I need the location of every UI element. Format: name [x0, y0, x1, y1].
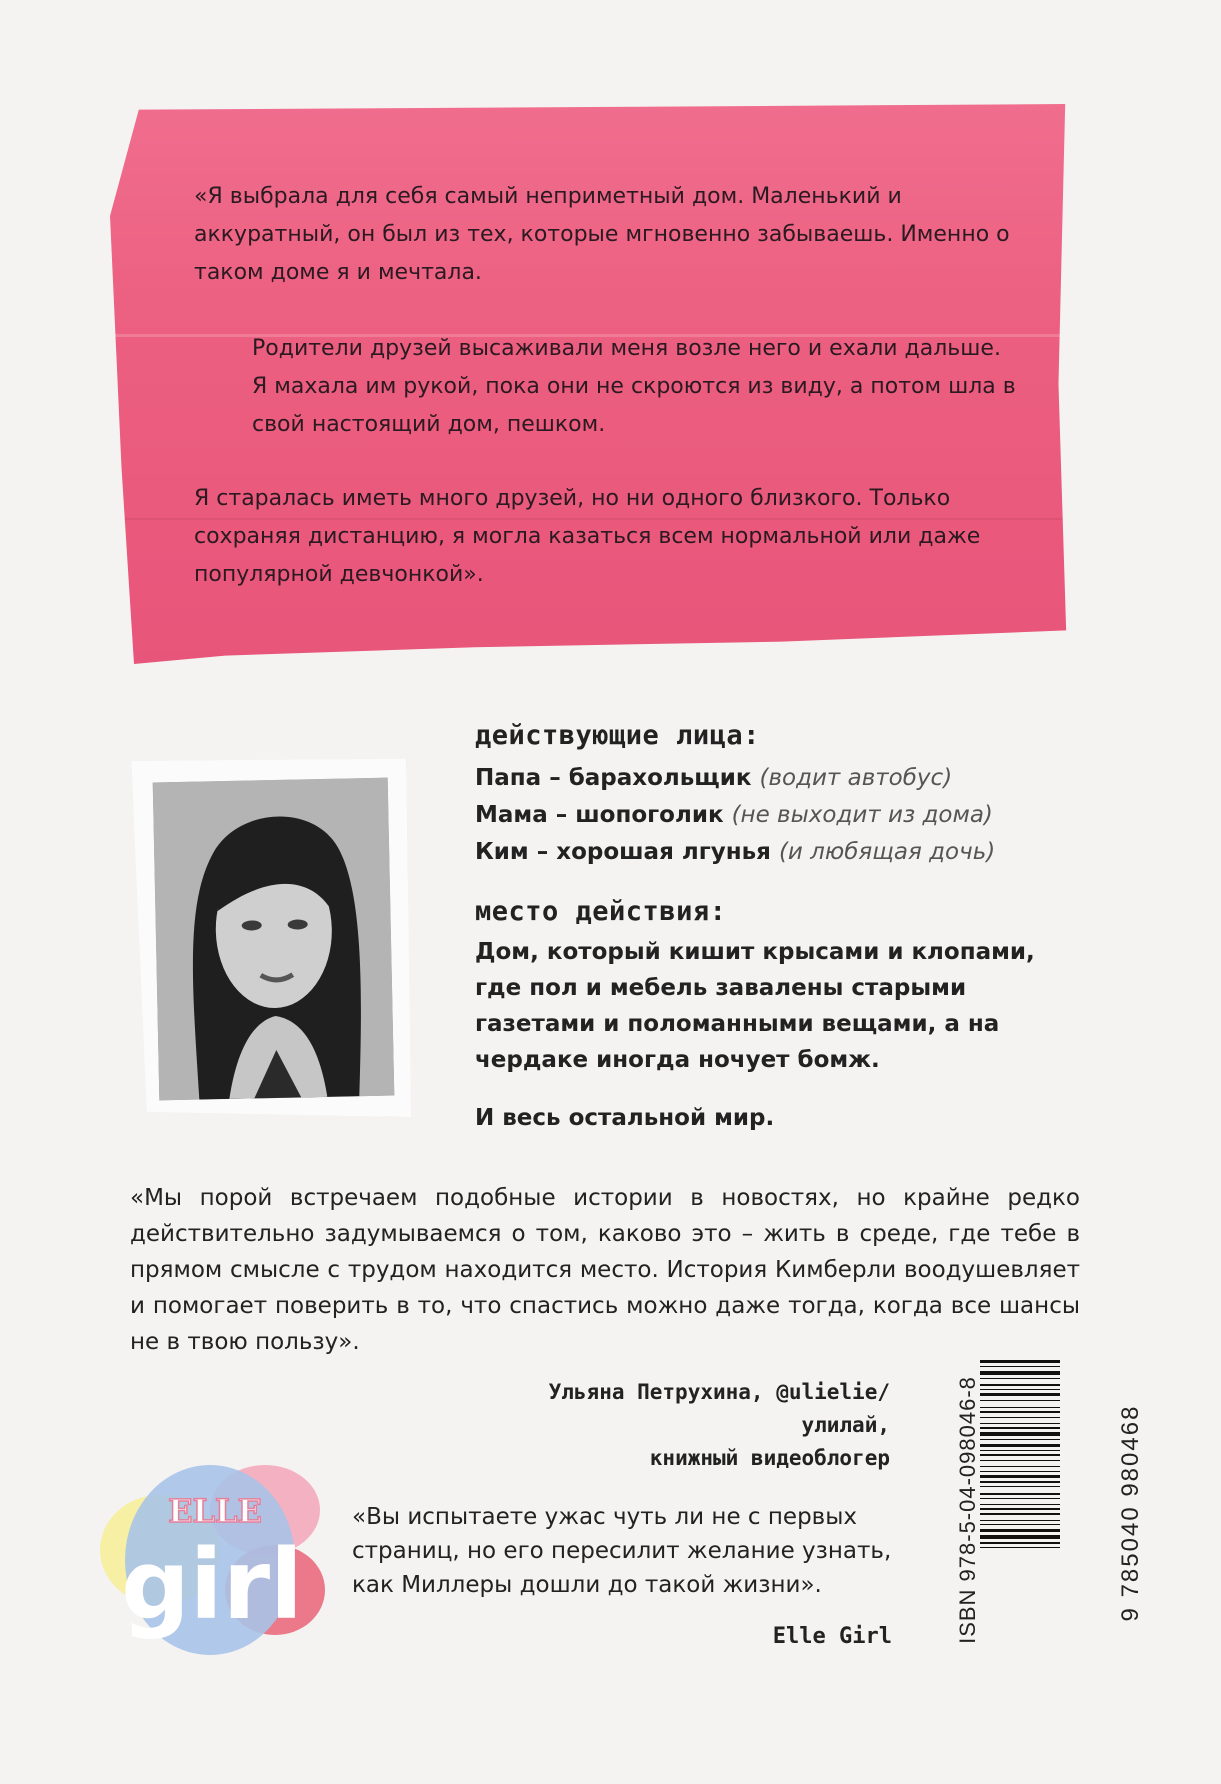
barcode-bar — [980, 1466, 1060, 1467]
barcode-bar — [980, 1411, 1060, 1413]
barcode-bar — [980, 1481, 1060, 1483]
barcode-bar — [980, 1378, 1060, 1379]
cast-heading: действующие лица: — [475, 720, 760, 751]
attribution-role: книжный видеоблогер — [649, 1446, 890, 1470]
elle-girl-logo — [100, 1440, 330, 1670]
blogger-attribution — [520, 1376, 890, 1475]
logo-text-girl: girl — [121, 1529, 303, 1641]
logo-text-elle: ELLE — [168, 1492, 262, 1530]
cast-item-dad — [475, 760, 952, 796]
cast-note: (не выходит из дома) — [731, 802, 993, 828]
cast-item-kim — [475, 834, 995, 870]
barcode-digits: 9 785040 980468 — [1117, 1404, 1144, 1622]
elle-girl-quote: «Вы испытаете ужас чуть ли не с первых страниц, но его пересилит желание узнать, как Миллеры дошли до такой жизни». — [352, 1504, 892, 1598]
setting-text: Дом, который кишит крысами и клопами, где пол и мебель завалены старыми газетами и поломанными вещами, а на чердаке иногда ночует бомж. — [475, 939, 1035, 1073]
portrait-photo — [153, 778, 395, 1101]
barcode-bar — [980, 1504, 1060, 1505]
cast-role: Мама – шопоголик — [475, 802, 724, 828]
barcode-bar — [980, 1444, 1060, 1447]
cast-item-mom — [475, 797, 993, 833]
barcode-bar — [980, 1360, 1060, 1363]
note-paragraph-2: Родители друзей высаживали меня возле него и ехали дальше. Я махала им рукой, пока они не скроются из виду, а потом шла в свой настоящий дом, пешком. — [252, 336, 1016, 437]
barcode-bar — [980, 1547, 1060, 1548]
barcode-bar — [980, 1427, 1060, 1429]
cast-note: (и любящая дочь) — [778, 839, 996, 865]
barcode-bar — [980, 1475, 1060, 1478]
barcode-bar — [980, 1498, 1060, 1499]
note-paragraph-1: «Я выбрала для себя самый неприметный дом. Маленький и аккуратный, он был из тех, которые мгновенно забываешь. Именно о таком доме я и мечтала. — [194, 184, 1010, 285]
barcode-bar — [980, 1366, 1060, 1367]
barcode-bar — [980, 1508, 1060, 1510]
barcode-bar — [980, 1417, 1060, 1418]
cast-role: Папа – барахольщик — [475, 765, 752, 791]
barcode-bar — [980, 1393, 1060, 1396]
barcode-bar — [980, 1450, 1060, 1451]
barcode-bar — [980, 1524, 1060, 1525]
barcode-bar — [980, 1454, 1060, 1456]
barcode-bar — [980, 1432, 1060, 1436]
portrait-illustration — [153, 778, 395, 1101]
barcode-bar — [980, 1493, 1060, 1495]
barcode-bar — [980, 1371, 1060, 1375]
cast-role: Ким – хорошая лгунья — [475, 839, 771, 865]
cast-note: (водит автобус) — [759, 765, 953, 791]
barcode-bar — [980, 1542, 1060, 1544]
barcode-bar — [980, 1389, 1060, 1390]
barcode-bar — [980, 1460, 1060, 1461]
note-paragraph-3: Я старалась иметь много друзей, но ни одного близкого. Только сохраняя дистанцию, я могла казаться всем нормальной или даже популярной девчонкой». — [194, 486, 981, 587]
barcode-bar — [980, 1471, 1060, 1472]
barcode-bar — [980, 1439, 1060, 1440]
barcode-bar — [980, 1520, 1060, 1521]
setting-heading: место действия: — [475, 896, 727, 927]
blogger-quote: «Мы порой встречаем подобные истории в новостях, но крайне редко действительно задумываемся о том, каково это – жить в среде, где тебе в прямом смысле с трудом находится место. История Кимберли воодушевляет и помогает поверить в то, что спастись можно даже тогда, когда все шансы не в твою пользу». — [130, 1185, 1080, 1355]
barcode-bar — [980, 1529, 1060, 1532]
attribution-name: Ульяна Петрухина, @ulielie/улилай, — [548, 1380, 890, 1437]
barcode-bar — [980, 1486, 1060, 1487]
barcode-bar — [980, 1407, 1060, 1408]
barcode-bar — [980, 1513, 1060, 1515]
barcode-bar — [980, 1400, 1060, 1401]
setting-extra: И весь остальной мир. — [475, 1105, 775, 1131]
barcode-bar — [980, 1423, 1060, 1424]
barcode-bar — [980, 1535, 1060, 1539]
isbn-text: ISBN 978-5-04-098046-8 — [955, 1376, 980, 1644]
barcode-bar — [980, 1384, 1060, 1386]
elle-girl-attribution: Elle Girl — [772, 1624, 892, 1649]
